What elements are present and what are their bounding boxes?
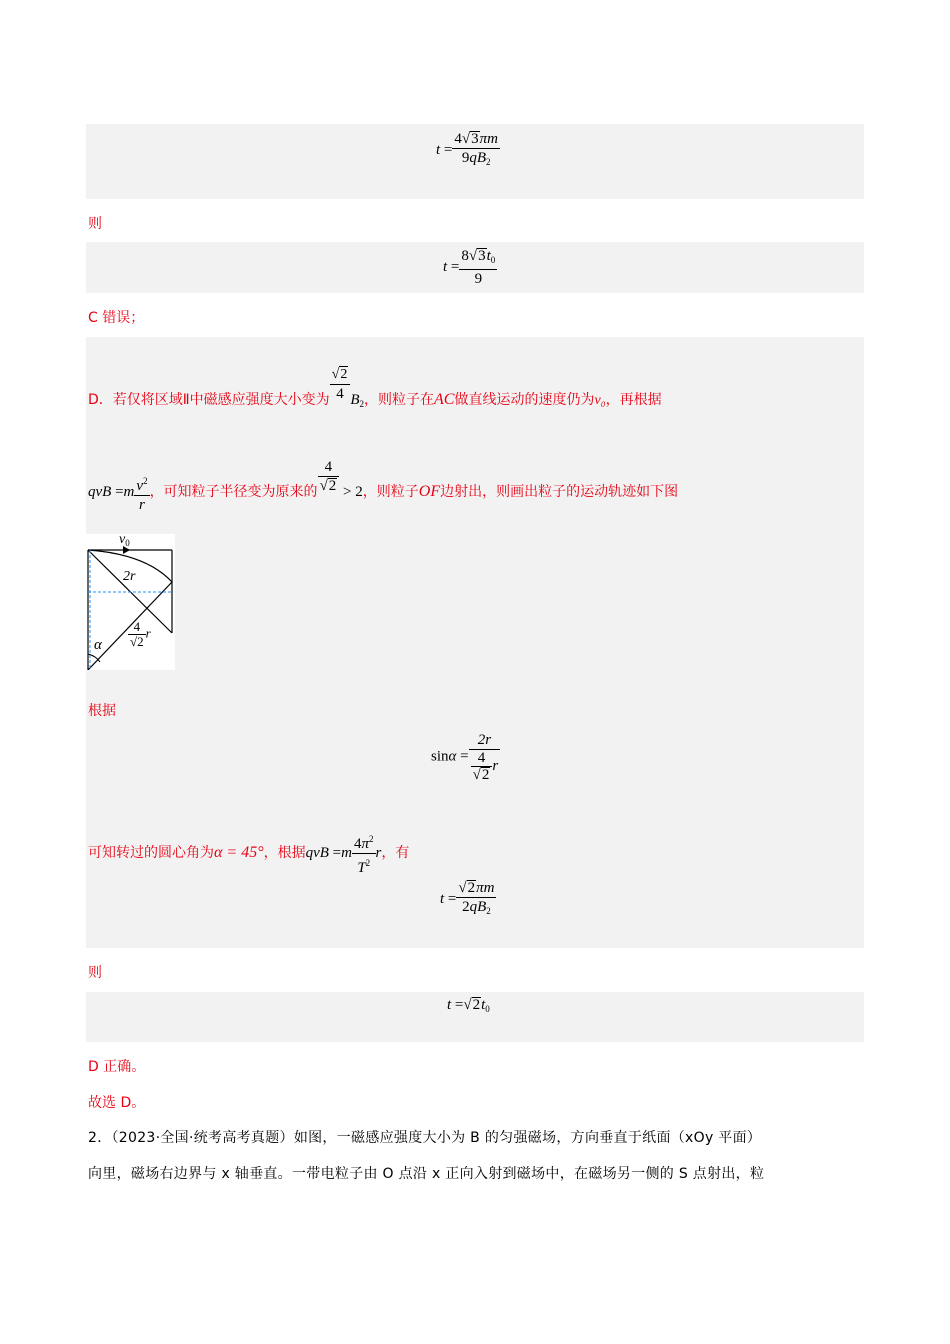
two-r-label: 2r bbox=[123, 569, 136, 584]
question-2-line-1: 2．（2023·全国·统考高考真题）如图，一磁感应强度大小为 B 的匀强磁场，方向垂直于纸面（xOy 平面） bbox=[88, 1130, 762, 1146]
text-d-statement: D．若仅将区域Ⅱ中磁感应强度大小变为 $\frac{√2}{4}$ $B_2$，则粒子在AC做直线运动的速度仍为v₀，再根据 bbox=[88, 367, 662, 409]
d-part-1: D．若仅将区域Ⅱ中磁感应强度大小变为 bbox=[88, 392, 330, 408]
question-2-line-2: 向里，磁场右边界与 x 轴垂直。一带电粒子由 O 点沿 x 正向入射到磁场中，在磁场另一侧的 S 点射出，粒 bbox=[88, 1166, 765, 1182]
d-part-4: ，再根据 bbox=[605, 392, 662, 408]
text-d-correct: D 正确。 bbox=[88, 1059, 146, 1075]
equation-sin-alpha: sinα = 2r $\frac{4}{√2}$ r bbox=[431, 732, 499, 783]
alpha-label: α bbox=[94, 637, 102, 653]
radius-part-3: 边射出，则画出粒子的运动轨迹如下图 bbox=[440, 484, 679, 500]
d-part-2: ，则粒子在 bbox=[364, 392, 435, 408]
fraction-label bbox=[128, 620, 151, 649]
v0-label: $v_0$ bbox=[119, 532, 130, 548]
text-genju: 根据 bbox=[88, 703, 116, 719]
fraction-den: √2 bbox=[130, 634, 144, 649]
fraction-r: r bbox=[145, 625, 151, 641]
equation-t-2: t = $\frac{8√3t_0}{9}$ bbox=[443, 248, 496, 287]
text-radius-line: qvB =m $\frac{v^2}{r}$ ，可知粒子半径变为原来的 $\frac{4}{√2}$ > 2，则粒子OF边射出，则画出粒子的运动轨迹如下图 bbox=[88, 459, 679, 513]
angle-part-2: ，根据 bbox=[263, 844, 306, 861]
equation-t-3: t = $\frac{√2\pi m}{2qB_2}$ bbox=[440, 880, 495, 916]
trajectory-figure bbox=[86, 534, 175, 670]
radius-part-2: ，则粒子 bbox=[362, 484, 419, 500]
d-v0: v₀ bbox=[594, 393, 606, 408]
text-angle-line: 可知转过的圆心角为α = 45°，根据qvB =m $\frac{4\pi^2}{T^2}$ r，有 bbox=[88, 830, 409, 877]
text-ze-2: 则 bbox=[88, 965, 102, 981]
angle-value: α = 45° bbox=[214, 843, 264, 861]
equation-t-4: $t =√2t_0$ bbox=[447, 997, 490, 1014]
equation-t-1: t = $\frac{4√3\pi m}{9qB_2}$ bbox=[436, 131, 498, 167]
angle-part-1: 可知转过的圆心角为 bbox=[88, 844, 214, 861]
radius-part-1: ，可知粒子半径变为原来的 bbox=[149, 484, 318, 500]
d-ac: AC bbox=[434, 391, 455, 408]
d-part-3: 做直线运动的速度仍为 bbox=[454, 392, 595, 408]
text-ze-1: 则 bbox=[88, 216, 102, 232]
text-choose: 故选 D。 bbox=[88, 1095, 146, 1111]
text-c-wrong: C 错误； bbox=[88, 310, 145, 326]
fraction-num: 4 bbox=[128, 620, 146, 635]
angle-part-3: ，有 bbox=[381, 844, 410, 861]
radius-of: OF bbox=[418, 483, 441, 500]
